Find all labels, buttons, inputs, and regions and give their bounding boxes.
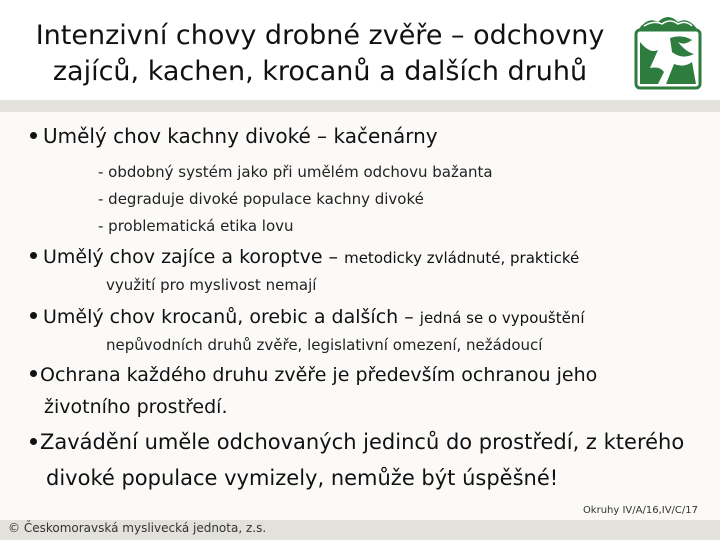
bullet-dot-icon bbox=[30, 438, 37, 445]
organization-name: Českomoravská myslivecká jednota, z.s. bbox=[23, 521, 267, 535]
bullet-dot-icon bbox=[30, 370, 37, 377]
bullet-dot-icon bbox=[30, 132, 37, 139]
sub-item: - problematická etika lovu bbox=[98, 217, 294, 235]
sub-item: - obdobný systém jako při umělém odchovu bažanta bbox=[98, 163, 493, 181]
bullet-dot-icon bbox=[30, 312, 37, 319]
bullet-hare-partridge: Umělý chov zajíce a koroptve – metodicky zvládnuté, praktické bbox=[30, 246, 579, 268]
slide-title bbox=[20, 18, 620, 90]
footer-copyright bbox=[8, 521, 266, 535]
sub-item: - degraduje divoké populace kachny divoké bbox=[98, 190, 424, 208]
slide-header bbox=[0, 0, 720, 100]
reference-label: Okruhy IV/A/16,IV/C/17 bbox=[582, 505, 698, 516]
bullet-turkey: Umělý chov krocanů, orebic a dalších – jedná se o vypouštění bbox=[30, 306, 584, 328]
bullet-duck: Umělý chov kachny divoké – kačenárny bbox=[30, 124, 438, 148]
bullet-continuation: využití pro myslivost nemají bbox=[106, 276, 317, 294]
copyright-icon: © bbox=[8, 521, 20, 535]
bullet-reintroduction: Zavádění uměle odchovaných jedinců do prostředí, z kterého bbox=[30, 430, 684, 454]
header-divider bbox=[0, 100, 720, 112]
bullet-habitat-line2: životního prostředí. bbox=[44, 396, 228, 418]
bullet-continuation: nepůvodních druhů zvěře, legislativní omezení, nežádoucí bbox=[106, 336, 543, 354]
title-line-2: zajíců, kachen, krocanů a dalších druhů bbox=[52, 56, 588, 87]
bullet-reintroduction-line2: divoké populace vymizely, nemůže být úspěšné! bbox=[46, 466, 559, 490]
title-line-1: Intenzivní chovy drobné zvěře – odchovny bbox=[35, 20, 605, 51]
bullet-habitat: Ochrana každého druhu zvěře je především ochranou jeho bbox=[30, 364, 597, 386]
bullet-dot-icon bbox=[30, 252, 37, 259]
hunting-association-emblem-icon bbox=[630, 12, 706, 92]
